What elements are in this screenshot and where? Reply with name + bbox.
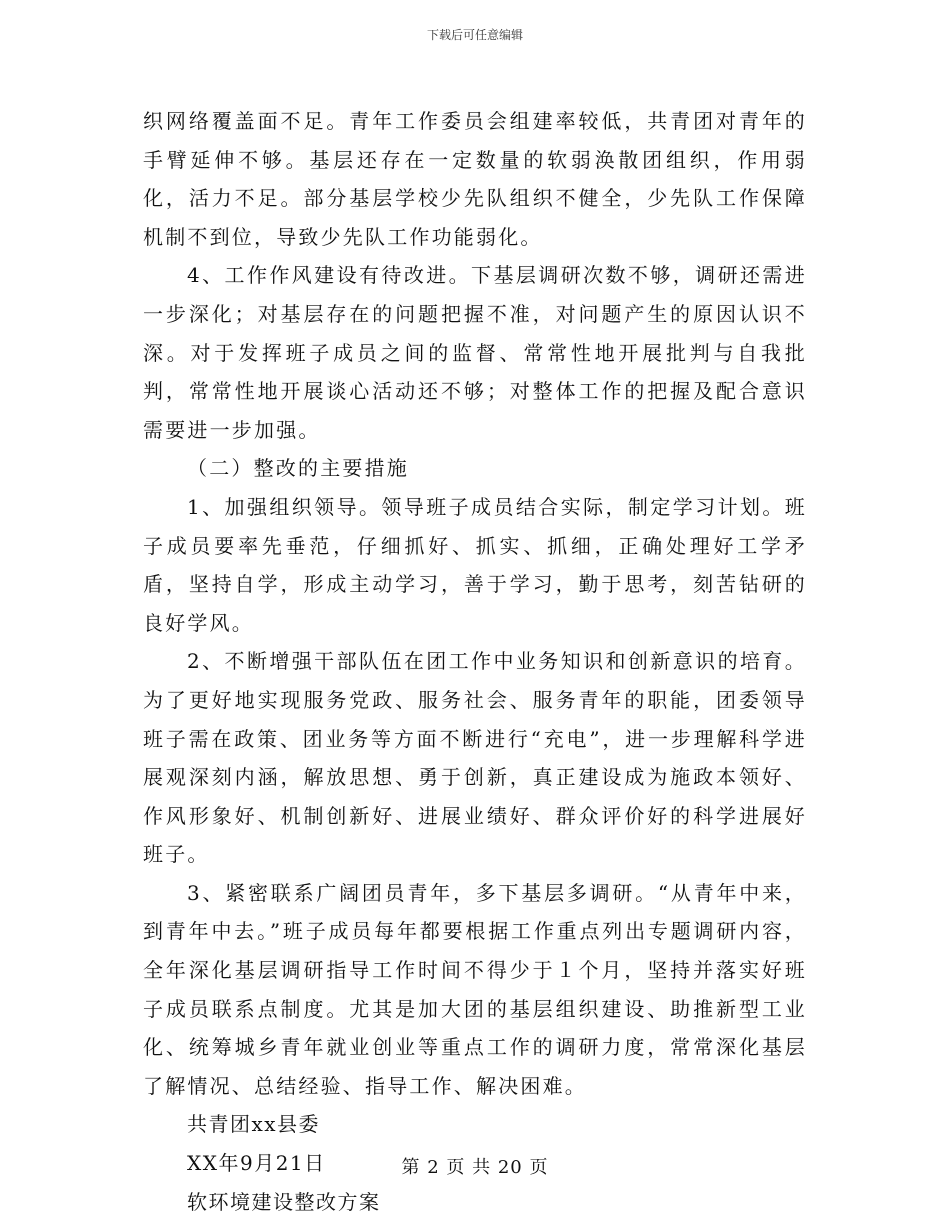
document-body	[143, 102, 807, 1221]
paragraph-measure-3: 3、紧密联系广阔团员青年，多下基层多调研。“从青年中来，到青年中去。”班子成员每年都要根据工作重点列出专题调研内容，全年深化基层调研指导工作时间不得少于１个月，坚持并落实好班子成员联系点制度。尤其是加大团的基层组织建设、助推新型工业化、统筹城乡青年就业创业等重点工作的调研力度，常常深化基层了解情况、总结经验、指导工作、解决困难。	[143, 880, 807, 1098]
page-number: 第 2 页 共 20 页	[401, 1157, 549, 1178]
signature-org: 共青团xx县委	[187, 1112, 321, 1137]
signature-date: XX年9月21日	[187, 1151, 326, 1176]
page-header: 下载后可任意编辑	[426, 28, 523, 42]
next-document-title: 软环境建设整改方案	[187, 1189, 381, 1214]
section-heading: （二）整改的主要措施	[187, 456, 409, 481]
paragraph-continuation: 织网络覆盖面不足。青年工作委员会组建率较低，共青团对青年的手臂延伸不够。基层还存在一定数量的软弱涣散团组织，作用弱化，活力不足。部分基层学校少先队组织不健全，少先队工作保障机制不到位，导致少先队工作功能弱化。	[143, 109, 807, 249]
paragraph-item-4: 4、工作作风建设有待改进。下基层调研次数不够，调研还需进一步深化；对基层存在的问题把握不准，对问题产生的原因认识不深。对于发挥班子成员之间的监督、常常性地开展批判与自我批判，常常性地开展谈心活动还不够；对整体工作的把握及配合意识需要进一步加强。	[143, 263, 807, 442]
paragraph-measure-1: 1、加强组织领导。领导班子成员结合实际，制定学习计划。班子成员要率先垂范，仔细抓好、抓实、抓细，正确处理好工学矛盾，坚持自学，形成主动学习，善于学习，勤于思考，刻苦钻研的良好学风。	[143, 494, 807, 635]
paragraph-measure-2: 2、不断增强干部队伍在团工作中业务知识和创新意识的培育。为了更好地实现服务党政、服务社会、服务青年的职能，团委领导班子需在政策、团业务等方面不断进行“充电”，进一步理解科学进展观深刻内涵，解放思想、勇于创新，真正建设成为施政本领好、作风形象好、机制创新好、进展业绩好、群众评价好的科学进展好班子。	[143, 649, 807, 867]
